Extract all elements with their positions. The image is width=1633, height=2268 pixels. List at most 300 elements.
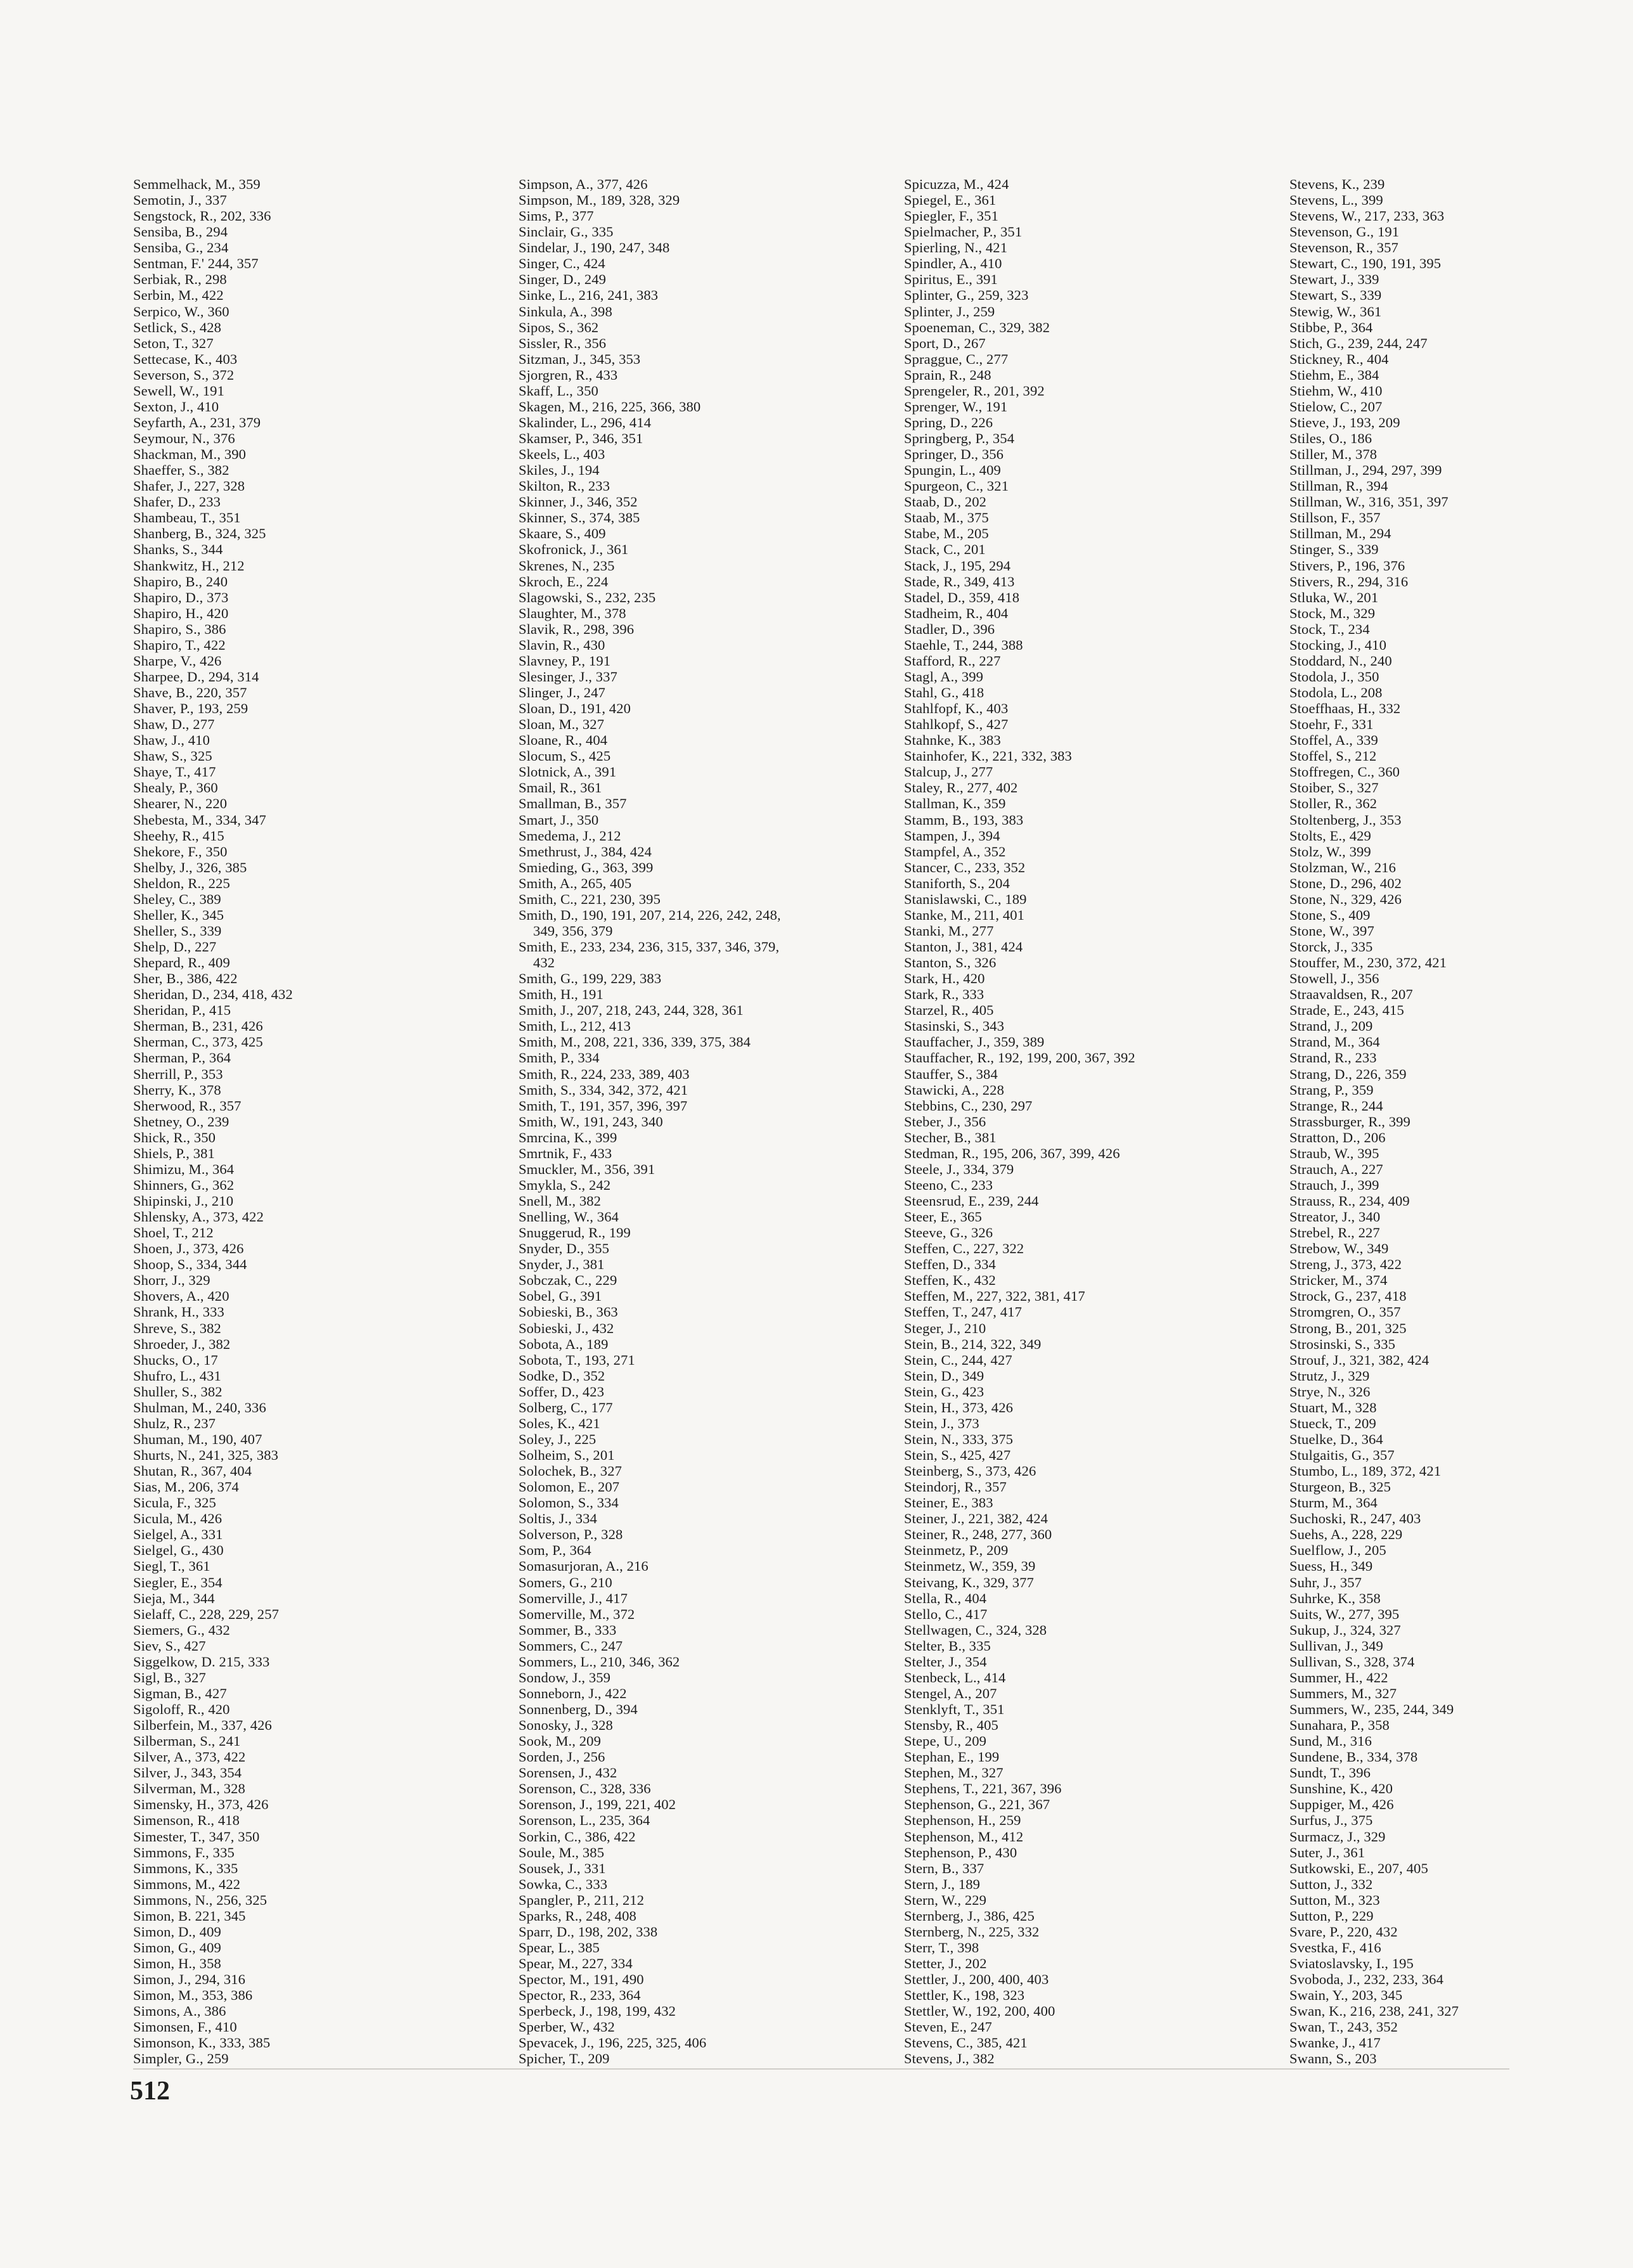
index-entry: Skagen, M., 216, 225, 366, 380 (519, 398, 701, 415)
index-entry: Sparr, D., 198, 202, 338 (519, 1923, 658, 1940)
index-entry: Skroch, E., 224 (519, 573, 609, 590)
index-entry: Soffer, D., 423 (519, 1383, 605, 1400)
index-entry: Stauffer, S., 384 (904, 1066, 998, 1082)
index-entry: Surmacz, J., 329 (1289, 1828, 1386, 1845)
index-entry: Steindorj, R., 357 (904, 1479, 1007, 1495)
index-entry: Sobieski, B., 363 (519, 1304, 618, 1320)
index-entry: Soltis, J., 334 (519, 1511, 597, 1527)
index-entry: Shepard, R., 409 (133, 955, 230, 971)
index-entry: Solochek, B., 327 (519, 1463, 622, 1479)
index-entry: Stevens, W., 217, 233, 363 (1289, 208, 1445, 224)
index-entry: Shapiro, T., 422 (133, 636, 226, 653)
index-entry: Stone, W., 397 (1289, 922, 1374, 939)
index-entry: Stulgaitis, G., 357 (1289, 1447, 1395, 1463)
index-entry: Shapiro, D., 373 (133, 589, 229, 605)
index-entry: Suits, W., 277, 395 (1289, 1606, 1400, 1622)
index-entry: Slaughter, M., 378 (519, 605, 626, 621)
index-entry: Snuggerud, R., 199 (519, 1225, 631, 1241)
index-entry: Strutz, J., 329 (1289, 1367, 1370, 1384)
index-entry: Shutan, R., 367, 404 (133, 1463, 252, 1479)
index-entry: Swan, T., 243, 352 (1289, 2019, 1398, 2035)
index-entry: Stein, J., 373 (904, 1415, 979, 1431)
index-entry: Stadler, D., 396 (904, 621, 995, 637)
index-entry: Steffen, C., 227, 322 (904, 1240, 1024, 1257)
index-entry: Stadel, D., 359, 418 (904, 589, 1020, 605)
index-entry: Slagowski, S., 232, 235 (519, 589, 656, 605)
index-entry: Siggelkow, D. 215, 333 (133, 1653, 270, 1670)
index-entry: Siegl, T., 361 (133, 1558, 210, 1575)
index-entry: Stiehm, W., 410 (1289, 382, 1383, 399)
index-entry: Smedema, J., 212 (519, 827, 621, 844)
index-entry: Strang, D., 226, 359 (1289, 1066, 1407, 1082)
index-entry: Strauch, J., 399 (1289, 1176, 1379, 1193)
index-entry: Shucks, O., 17 (133, 1351, 218, 1368)
index-entry: Singer, D., 249 (519, 271, 607, 288)
index-entry: Serbiak, R., 298 (133, 271, 227, 288)
index-entry: Solomon, E., 207 (519, 1479, 620, 1495)
index-entry: Sims, P., 377 (519, 208, 594, 224)
index-entry: Shoel, T., 212 (133, 1225, 214, 1241)
index-entry: Sheridan, P., 415 (133, 1002, 231, 1019)
index-entry: Sobota, A., 189 (519, 1336, 609, 1352)
index-entry: Simmons, N., 256, 325 (133, 1891, 268, 1908)
index-entry: Stern, B., 337 (904, 1860, 984, 1876)
index-entry: Stielow, C., 207 (1289, 398, 1383, 415)
index-entry: Svoboda, J., 232, 233, 364 (1289, 1971, 1443, 1988)
index-entry: Stephan, E., 199 (904, 1749, 1000, 1765)
index-entry: Stalcup, J., 277 (904, 764, 993, 780)
index-entry: Spurgeon, C., 321 (904, 478, 1009, 494)
index-entry: Shealy, P., 360 (133, 780, 218, 796)
index-entry: Strong, B., 201, 325 (1289, 1320, 1407, 1336)
index-entry: Stellwagen, C., 324, 328 (904, 1621, 1047, 1638)
index-entry: Shaw, D., 277 (133, 716, 215, 733)
index-entry: Shanks, S., 344 (133, 541, 223, 558)
index-entry: Strassburger, R., 399 (1289, 1113, 1410, 1130)
index-entry: Strock, G., 237, 418 (1289, 1288, 1407, 1305)
index-column-1 (133, 176, 519, 2078)
index-entry: Stumbo, L., 189, 372, 421 (1289, 1463, 1442, 1479)
index-entry: Sprain, R., 248 (904, 366, 991, 383)
index-entry: Smieding, G., 363, 399 (519, 859, 654, 875)
index-entry: Springberg, P., 354 (904, 430, 1015, 446)
index-entry: Stolz, W., 399 (1289, 843, 1371, 860)
index-entry: Steinberg, S., 373, 426 (904, 1463, 1036, 1479)
index-entry: Shaw, J., 410 (133, 732, 210, 749)
index-entry: Siev, S., 427 (133, 1637, 206, 1654)
index-entry: Sutton, M., 323 (1289, 1891, 1380, 1908)
index-entry: Shetney, O., 239 (133, 1113, 229, 1130)
index-entry: Stadheim, R., 404 (904, 605, 1009, 621)
index-entry: Shufro, L., 431 (133, 1367, 221, 1384)
index-entry: Smith, P., 334 (519, 1050, 600, 1066)
index-entry: Smith, C., 221, 230, 395 (519, 891, 661, 907)
index-entry: Stickney, R., 404 (1289, 351, 1389, 367)
index-entry: Sutkowski, E., 207, 405 (1289, 1860, 1428, 1876)
index-entry: Stolts, E., 429 (1289, 827, 1371, 844)
index-entry: Stawicki, A., 228 (904, 1081, 1004, 1098)
index-entry: Spevacek, J., 196, 225, 325, 406 (519, 2035, 707, 2051)
index-entry: Shreve, S., 382 (133, 1320, 221, 1336)
footer-rule (133, 2068, 1509, 2070)
index-entry: Steffen, D., 334 (904, 1256, 996, 1273)
index-entry: Strand, R., 233 (1289, 1050, 1377, 1066)
index-entry: Stein, D., 349 (904, 1367, 984, 1384)
index-entry: Sharpee, D., 294, 314 (133, 668, 259, 685)
index-entry: Shave, B., 220, 357 (133, 685, 247, 700)
index-entry: Stieve, J., 193, 209 (1289, 414, 1400, 430)
index-entry: Sheller, K., 345 (133, 906, 224, 923)
index-entry: Simonson, K., 333, 385 (133, 2035, 271, 2051)
index-entry: Sonneborn, J., 422 (519, 1685, 627, 1701)
index-entry: Stelter, B., 335 (904, 1637, 991, 1654)
index-entry: Steger, J., 210 (904, 1320, 986, 1336)
index-entry: Silver, J., 343, 354 (133, 1765, 242, 1781)
index-entry: Sobel, G., 391 (519, 1288, 602, 1305)
index-entry: Stanke, M., 211, 401 (904, 906, 1025, 923)
index-entry: Streng, J., 373, 422 (1289, 1256, 1402, 1273)
index-entry: Sundene, B., 334, 378 (1289, 1749, 1418, 1765)
index-entry: Skrenes, N., 235 (519, 557, 615, 574)
index-entry: Summers, M., 327 (1289, 1685, 1397, 1701)
index-entry: Streator, J., 340 (1289, 1209, 1381, 1225)
index-entry: Springer, D., 356 (904, 446, 1004, 463)
index-entry: Seyfarth, A., 231, 379 (133, 414, 261, 430)
index-entry: Spraggue, C., 277 (904, 351, 1009, 367)
index-entry: Stedman, R., 195, 206, 367, 399, 426 (904, 1145, 1120, 1161)
index-entry: Strang, P., 359 (1289, 1081, 1374, 1098)
index-entry: Staab, M., 375 (904, 510, 989, 526)
index-entry: Smethrust, J., 384, 424 (519, 843, 652, 860)
index-entry: Stivers, P., 196, 376 (1289, 557, 1405, 574)
index-entry: Skaff, L., 350 (519, 382, 598, 399)
index-entry: Stephenson, H., 259 (904, 1812, 1021, 1829)
index-entry: Svestka, F., 416 (1289, 1939, 1381, 1956)
index-entry: Sparks, R., 248, 408 (519, 1907, 636, 1924)
index-entry: Strange, R., 244 (1289, 1097, 1383, 1114)
index-entry: Stoeffhaas, H., 332 (1289, 700, 1401, 717)
index-entry: Sielgel, A., 331 (133, 1526, 223, 1543)
index-entry: Sherman, B., 231, 426 (133, 1018, 263, 1034)
index-entry: Siegler, E., 354 (133, 1574, 223, 1590)
index-entry: Summers, W., 235, 244, 349 (1289, 1701, 1454, 1717)
index-entry: Sherwood, R., 357 (133, 1097, 242, 1114)
index-entry: Slesinger, J., 337 (519, 668, 617, 685)
index-entry: Suter, J., 361 (1289, 1844, 1365, 1860)
index-entry: Sommers, C., 247 (519, 1637, 623, 1654)
index-entry: Shelp, D., 227 (133, 939, 217, 955)
index-entry: Swain, Y., 203, 345 (1289, 1987, 1403, 2004)
index-entry: Steiner, E., 383 (904, 1495, 993, 1511)
index-entry: Smith, J., 207, 218, 243, 244, 328, 361 (519, 1002, 744, 1019)
index-entry: Smith, S., 334, 342, 372, 421 (519, 1081, 688, 1098)
index-entry: Shapiro, H., 420 (133, 605, 229, 621)
index-entry: Suess, H., 349 (1289, 1558, 1373, 1575)
index-entry: Stevens, C., 385, 421 (904, 2035, 1028, 2051)
index-entry: Stade, R., 349, 413 (904, 573, 1015, 590)
index-entry: Slotnick, A., 391 (519, 764, 617, 780)
index-entry: Sexton, J., 410 (133, 398, 219, 415)
index-entry: Stinger, S., 339 (1289, 541, 1379, 558)
index-entry: Silver, A., 373, 422 (133, 1749, 246, 1765)
index-entry: Stephens, T., 221, 367, 396 (904, 1781, 1062, 1797)
index-entry: Sternberg, N., 225, 332 (904, 1923, 1040, 1940)
index-entry: Stampen, J., 394 (904, 827, 1000, 844)
index-entry: Steinmetz, P., 209 (904, 1542, 1009, 1559)
index-entry: Shafer, D., 233 (133, 494, 221, 510)
index-entry: Shambeau, T., 351 (133, 510, 241, 526)
index-entry: Stiller, M., 378 (1289, 446, 1378, 463)
index-entry: Simpson, M., 189, 328, 329 (519, 192, 680, 209)
index-entry: Sundt, T., 396 (1289, 1765, 1371, 1781)
index-entry: Simon, H., 358 (133, 1956, 221, 1971)
index-entry: Sullivan, J., 349 (1289, 1637, 1383, 1654)
index-entry: Stern, J., 189 (904, 1876, 981, 1892)
index-entry: Sorenson, L., 235, 364 (519, 1812, 650, 1829)
index-entry: Stoffregen, C., 360 (1289, 764, 1400, 780)
index-entry: Stone, N., 329, 426 (1289, 891, 1402, 907)
index-entry: Shoen, J., 373, 426 (133, 1240, 244, 1257)
index-entry: Sicula, M., 426 (133, 1511, 223, 1527)
index-entry: Skofronick, J., 361 (519, 541, 629, 558)
index-entry: Spiritus, E., 391 (904, 271, 998, 288)
index-entry: Soule, M., 385 (519, 1844, 605, 1860)
index-entry: Steensrud, E., 239, 244 (904, 1193, 1039, 1209)
index-entry: Sobczak, C., 229 (519, 1272, 617, 1289)
index-entry: Strye, N., 326 (1289, 1383, 1371, 1400)
index-entry: Simon, D., 409 (133, 1923, 221, 1940)
index-entry: Sissler, R., 356 (519, 335, 607, 351)
index-entry: Semmelhack, M., 359 (133, 176, 261, 192)
index-entry: Suelflow, J., 205 (1289, 1542, 1386, 1559)
index-entry: Stettler, J., 200, 400, 403 (904, 1971, 1049, 1988)
index-entry: Stodola, J., 350 (1289, 668, 1379, 685)
index-entry: Stowell, J., 356 (1289, 970, 1379, 987)
index-entry: Stello, C., 417 (904, 1606, 988, 1622)
index-entry: Shick, R., 350 (133, 1129, 216, 1145)
index-entry: Sewell, W., 191 (133, 382, 224, 399)
index-entry: Steven, E., 247 (904, 2019, 992, 2035)
index-entry: Smith, T., 191, 357, 396, 397 (519, 1097, 688, 1114)
index-entry: Stein, S., 425, 427 (904, 1447, 1011, 1463)
index-entry: Stella, R., 404 (904, 1590, 987, 1606)
index-entry: Stratton, D., 206 (1289, 1129, 1386, 1145)
index-entry: Shackman, M., 390 (133, 446, 247, 463)
index-entry: Sobota, T., 193, 271 (519, 1351, 635, 1368)
index-entry: Stein, G., 423 (904, 1383, 984, 1400)
index-entry: Steffen, M., 227, 322, 381, 417 (904, 1288, 1085, 1305)
index-entry: Shapiro, S., 386 (133, 621, 226, 637)
index-entry: Stillman, R., 394 (1289, 478, 1388, 494)
index-entry: Smart, J., 350 (519, 811, 599, 828)
index-entry: Staehle, T., 244, 388 (904, 636, 1023, 653)
index-entry: Sieja, M., 344 (133, 1590, 215, 1606)
index-entry: Shulz, R., 237 (133, 1415, 216, 1431)
index-entry: Staab, D., 202 (904, 494, 987, 510)
index-entry: Stetter, J., 202 (904, 1956, 987, 1971)
index-entry: Smith, A., 265, 405 (519, 875, 632, 891)
index-entry: Stecher, B., 381 (904, 1129, 997, 1145)
index-entry: Stanton, J., 381, 424 (904, 939, 1023, 955)
index-entry: Stepe, U., 209 (904, 1733, 987, 1749)
name-index (133, 176, 1528, 2078)
index-entry: Shaye, T., 417 (133, 764, 216, 780)
index-entry: Sher, B., 386, 422 (133, 970, 238, 987)
index-entry: Strauss, R., 234, 409 (1289, 1193, 1410, 1209)
index-column-4 (1289, 176, 1528, 2078)
index-entry: Shinners, G., 362 (133, 1176, 235, 1193)
index-entry: Stein, B., 214, 322, 349 (904, 1336, 1042, 1352)
index-entry: Sigl, B., 327 (133, 1669, 206, 1685)
index-entry: Somers, G., 210 (519, 1574, 612, 1590)
index-entry: Shuller, S., 382 (133, 1383, 223, 1400)
index-entry: Stich, G., 239, 244, 247 (1289, 335, 1428, 351)
index-entry: Stasinski, S., 343 (904, 1018, 1005, 1034)
index-entry: Smail, R., 361 (519, 780, 602, 796)
index-entry: Stoddard, N., 240 (1289, 652, 1392, 669)
index-entry: Shanberg, B., 324, 325 (133, 525, 266, 542)
index-entry: Strand, J., 209 (1289, 1018, 1373, 1034)
index-entry: Stebbins, C., 230, 297 (904, 1097, 1033, 1114)
index-entry: Shebesta, M., 334, 347 (133, 811, 266, 828)
index-entry: Spring, D., 226 (904, 414, 993, 430)
index-entry: Stoller, R., 362 (1289, 796, 1378, 812)
index-entry: Strosinski, S., 335 (1289, 1336, 1395, 1352)
index-entry: Skaare, S., 409 (519, 525, 606, 542)
index-entry: Sprenger, W., 191 (904, 398, 1008, 415)
index-entry: Sunshine, K., 420 (1289, 1781, 1393, 1797)
index-entry: Solverson, P., 328 (519, 1526, 623, 1543)
index-entry: Stamm, B., 193, 383 (904, 811, 1024, 828)
index-entry: Slavney, P., 191 (519, 652, 611, 669)
index-entry: Stoehr, F., 331 (1289, 716, 1374, 733)
index-entry: Spangler, P., 211, 212 (519, 1891, 645, 1908)
index-entry: Sherry, K., 378 (133, 1081, 221, 1098)
index-entry: Shankwitz, H., 212 (133, 557, 245, 574)
index-entry: Stillman, J., 294, 297, 399 (1289, 462, 1442, 479)
index-entry: Smrcina, K., 399 (519, 1129, 617, 1145)
index-entry: Steer, E., 365 (904, 1209, 982, 1225)
index-entry: Sigoloff, R., 420 (133, 1701, 230, 1717)
index-entry: Spear, M., 227, 334 (519, 1956, 633, 1971)
index-entry: Sund, M., 316 (1289, 1733, 1372, 1749)
index-entry: Smith, E., 233, 234, 236, 315, 337, 346, 379, (519, 939, 780, 955)
index-entry: Straub, W., 395 (1289, 1145, 1379, 1161)
index-entry: Sterr, T., 398 (904, 1939, 979, 1956)
index-entry: Simpson, A., 377, 426 (519, 176, 648, 192)
index-entry: Shuman, M., 190, 407 (133, 1431, 262, 1447)
index-entry: Smith, R., 224, 233, 389, 403 (519, 1066, 690, 1082)
index-entry: Sheley, C., 389 (133, 891, 221, 907)
index-entry: Swann, S., 203 (1289, 2051, 1377, 2067)
index-entry: Shoop, S., 334, 344 (133, 1256, 247, 1273)
index-entry: Stephenson, M., 412 (904, 1828, 1024, 1845)
index-entry: Sloane, R., 404 (519, 732, 608, 749)
index-entry: Sturm, M., 364 (1289, 1495, 1378, 1511)
index-entry: Steeno, C., 233 (904, 1176, 993, 1193)
index-entry: Sinclair, G., 335 (519, 224, 614, 240)
index-entry: Shekore, F., 350 (133, 843, 228, 860)
index-entry: Sorenson, J., 199, 221, 402 (519, 1796, 676, 1813)
index-entry: Sentman, F.' 244, 357 (133, 255, 259, 272)
index-entry: Soles, K., 421 (519, 1415, 600, 1431)
index-entry: Steiner, R., 248, 277, 360 (904, 1526, 1052, 1543)
index-entry: Shlensky, A., 373, 422 (133, 1209, 264, 1225)
index-entry: Stouffer, M., 230, 372, 421 (1289, 955, 1447, 971)
index-entry: Stabe, M., 205 (904, 525, 989, 542)
index-entry: Silberman, S., 241 (133, 1733, 241, 1749)
index-entry: Stelter, J., 354 (904, 1653, 987, 1670)
index-entry: Spoeneman, C., 329, 382 (904, 319, 1050, 335)
index-entry: Stallman, K., 359 (904, 796, 1006, 812)
index-entry: Smith, L., 212, 413 (519, 1018, 631, 1034)
index-entry: Sensiba, G., 234 (133, 240, 229, 256)
index-entry: Settecase, K., 403 (133, 351, 238, 367)
index-entry: Sorkin, C., 386, 422 (519, 1828, 636, 1845)
index-entry: Sinke, L., 216, 241, 383 (519, 287, 659, 304)
index-entry: Smith, G., 199, 229, 383 (519, 970, 662, 987)
index-entry: Skinner, J., 346, 352 (519, 494, 638, 510)
index-entry: Smith, D., 190, 191, 207, 214, 226, 242, 248, (519, 906, 781, 923)
index-entry: Sutton, J., 332 (1289, 1876, 1373, 1892)
index-entry: Seymour, N., 376 (133, 430, 235, 446)
index-entry: Stampfel, A., 352 (904, 843, 1006, 860)
index-entry: Silberfein, M., 337, 426 (133, 1717, 272, 1734)
index-entry: Simon, B. 221, 345 (133, 1907, 246, 1924)
index-entry: Sherrill, P., 353 (133, 1066, 223, 1082)
index-entry: Stahlfopf, K., 403 (904, 700, 1009, 717)
index-entry: Spindler, A., 410 (904, 255, 1002, 272)
index-entry: Strauch, A., 227 (1289, 1161, 1383, 1177)
index-entry: Suhr, J., 357 (1289, 1574, 1362, 1590)
index-entry: Stevens, L., 399 (1289, 192, 1383, 209)
index-entry: Somerville, J., 417 (519, 1590, 628, 1606)
index-entry: Serbin, M., 422 (133, 287, 224, 304)
index-entry: Shovers, A., 420 (133, 1288, 229, 1305)
index-entry: Swanke, J., 417 (1289, 2035, 1381, 2051)
index-entry: Shulman, M., 240, 336 (133, 1399, 266, 1415)
index-entry: Strouf, J., 321, 382, 424 (1289, 1351, 1430, 1368)
index-entry: Simpler, G., 259 (133, 2051, 229, 2067)
index-entry: Summer, H., 422 (1289, 1669, 1388, 1685)
index-entry: Sherman, P., 364 (133, 1050, 231, 1066)
index-entry: Sodke, D., 352 (519, 1367, 605, 1384)
index-entry: Sonosky, J., 328 (519, 1717, 613, 1734)
index-entry: Stark, R., 333 (904, 986, 984, 1003)
index-entry: Stenbeck, L., 414 (904, 1669, 1006, 1685)
index-entry: Sternberg, J., 386, 425 (904, 1907, 1035, 1924)
index-entry: Simester, T., 347, 350 (133, 1828, 260, 1845)
index-entry: Smith, W., 191, 243, 340 (519, 1113, 663, 1130)
index-entry: Steeve, G., 326 (904, 1225, 993, 1241)
index-entry: Stoltenberg, J., 353 (1289, 811, 1402, 828)
index-entry: Spiegel, E., 361 (904, 192, 997, 209)
index-entry: Stagl, A., 399 (904, 668, 984, 685)
index-entry: Suehs, A., 228, 229 (1289, 1526, 1403, 1543)
index-entry: Sheridan, D., 234, 418, 432 (133, 986, 293, 1003)
index-entry: Semotin, J., 337 (133, 192, 227, 209)
index-entry: Skinner, S., 374, 385 (519, 510, 640, 526)
index-entry: Stack, J., 195, 294 (904, 557, 1011, 574)
index-entry: Stensby, R., 405 (904, 1717, 998, 1734)
index-entry: Stocking, J., 410 (1289, 636, 1386, 653)
index-entry: Smrtnik, F., 433 (519, 1145, 612, 1161)
index-entry: Sielgel, G., 430 (133, 1542, 224, 1559)
index-entry: Simonsen, F., 410 (133, 2019, 237, 2035)
index-entry: Skilton, R., 233 (519, 478, 610, 494)
index-entry: Splinter, J., 259 (904, 303, 995, 319)
index-entry: Sturgeon, B., 325 (1289, 1479, 1391, 1495)
